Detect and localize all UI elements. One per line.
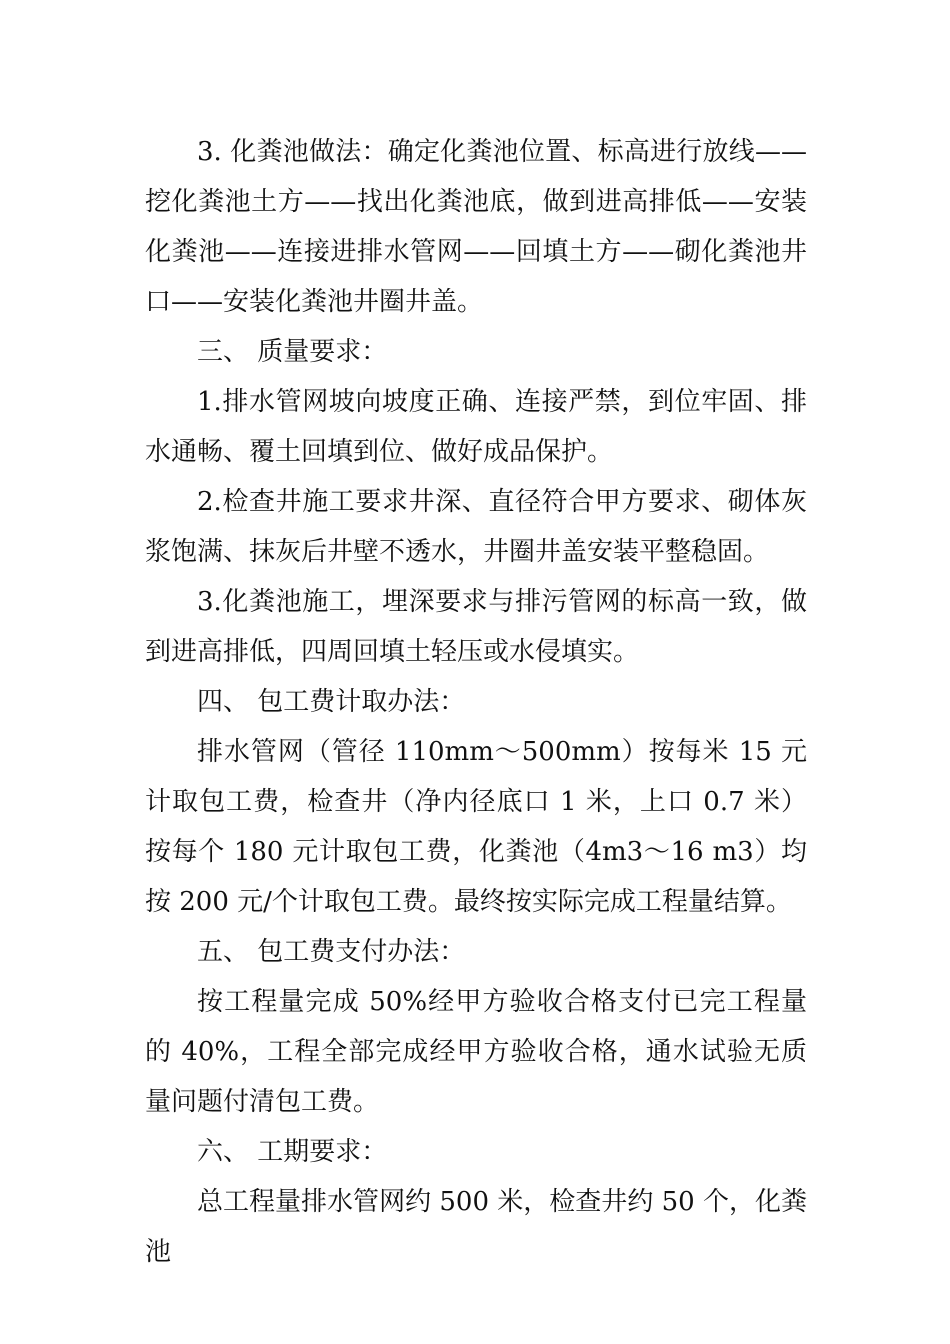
- paragraph-quality-item-3: 3.化粪池施工，埋深要求与排污管网的标高一致，做到进高排低，四周回填土轻压或水侵填实。: [145, 587, 807, 667]
- heading-schedule-requirements: 六、 工期要求：: [197, 1137, 388, 1167]
- heading-fee-payment: 五、 包工费支付办法：: [197, 937, 466, 967]
- heading-quality-requirements: 三、 质量要求：: [197, 337, 388, 367]
- paragraph-quality-item-1: 1.排水管网坡向坡度正确、连接严禁，到位牢固、排水通畅、覆土回填到位、做好成品保护。: [145, 387, 807, 467]
- paragraph-quality-item-2: 2.检查井施工要求井深、直径符合甲方要求、砌体灰浆饱满、抹灰后井壁不透水，井圈井盖安装平整稳固。: [145, 487, 807, 567]
- paragraph-fee-calculation: 排水管网（管径 110mm～500mm）按每米 15 元计取包工费，检查井（净内径底口 1 米，上口 0.7 米）按每个 180 元计取包工费，化粪池（4m3～16 m3）均按 200 元/个计取包工费。最终按实际完成工程量结算。: [145, 737, 807, 917]
- paragraph-fee-payment: 按工程量完成 50%经甲方验收合格支付已完工程量的 40%，工程全部完成经甲方验收合格，通水试验无质量问题付清包工费。: [145, 987, 807, 1117]
- document-body: [145, 127, 807, 1277]
- paragraph-schedule: 总工程量排水管网约 500 米，检查井约 50 个，化粪池: [145, 1187, 807, 1267]
- paragraph-septic-tank-method: 3. 化粪池做法：确定化粪池位置、标高进行放线——挖化粪池土方——找出化粪池底，做到进高排低——安装化粪池——连接进排水管网——回填土方——砌化粪池井口——安装化粪池井圈井盖。: [145, 137, 807, 317]
- heading-fee-calculation: 四、 包工费计取办法：: [197, 687, 466, 717]
